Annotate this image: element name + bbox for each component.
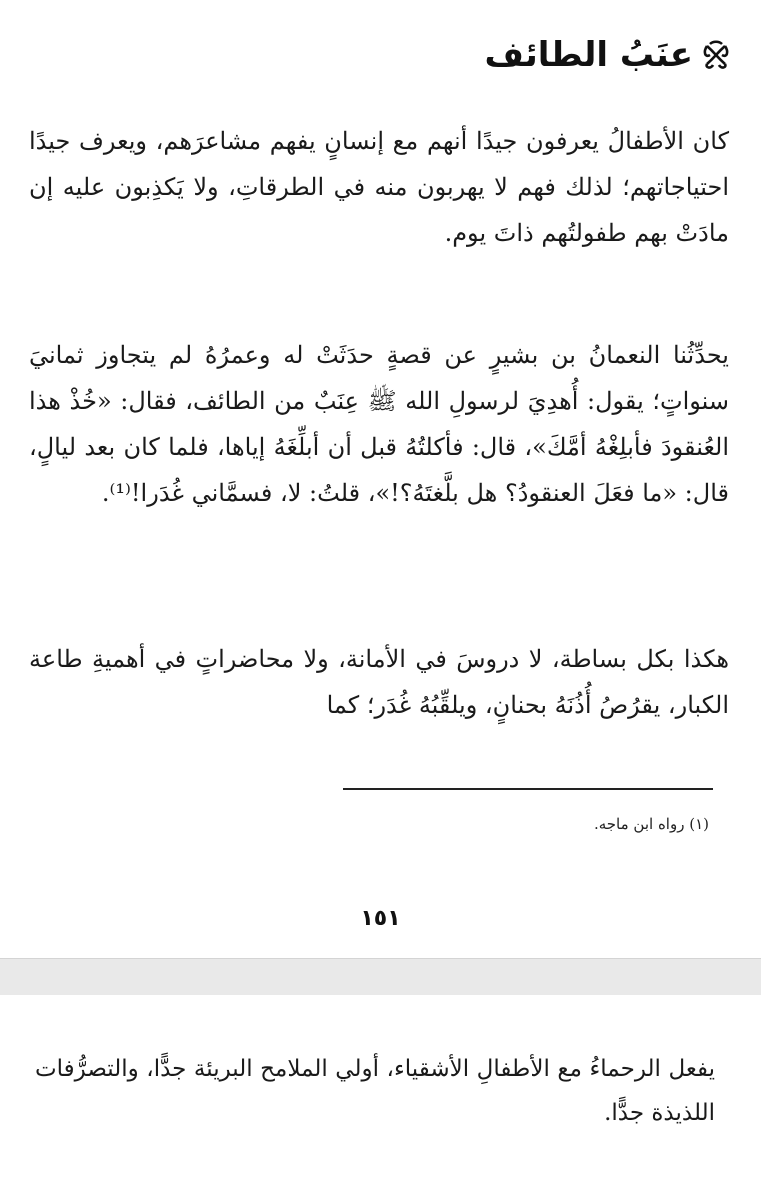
page-separator (0, 958, 761, 996)
book-page-bottom (0, 995, 761, 1200)
section-heading (484, 35, 732, 75)
paragraph-children-understanding: كان الأطفالُ يعرفون جيدًا أنهم مع إنسانٍ يفهم مشاعرَهم، ويعرف جيدًا احتياجاتهم؛ لذلك فهم لا يهربون منه في الطرقاتِ، ولا يَكذِبون عليه إن مادَتْ بهم طفولتُهم ذاتَ يوم. (29, 127, 729, 247)
ornament-icon (701, 40, 731, 70)
page-number: ١٥١ (360, 906, 401, 931)
footnote: (١) رواه ابن ماجه. (593, 815, 709, 833)
footnote-divider (343, 788, 713, 790)
paragraph-continuation: يفعل الرحماءُ مع الأطفالِ الأشقياء، أولي الملامح البريئة جدًّا، والتصرُّفات اللذيذة جدًّا. (35, 1056, 715, 1126)
section-title: عنَبُ الطائف (484, 35, 693, 75)
paragraph-simplicity: هكذا بكل بساطة، لا دروسَ في الأمانة، ولا محاضراتٍ في أهميةِ طاعة الكبار، يقرُصُ أُذُنَهُ بحنانٍ، ويلقِّبُهُ غُدَر؛ كما (29, 645, 729, 719)
paragraph-grape-story: يحدِّثُنا النعمانُ بن بشيرٍ عن قصةٍ حدَثَتْ له وعمرُهُ لم يتجاوز ثمانيَ سنواتٍ؛ يقول: أُهدِيَ لرسولِ الله ﷺ عِنَبٌ من الطائف، فقال: «خُذْ هذا العُنقودَ فأبلِغْهُ أمَّكَ»، قال: فأكلتُهُ قبل أن أبلِّغَهُ إياها، فلما كان بعد ليالٍ، قال: «ما فعَلَ العنقودُ؟ هل بلَّغتَهُ؟!»، قلتُ: لا، فسمَّاني غُدَرا!⁽¹⁾. (29, 341, 729, 507)
